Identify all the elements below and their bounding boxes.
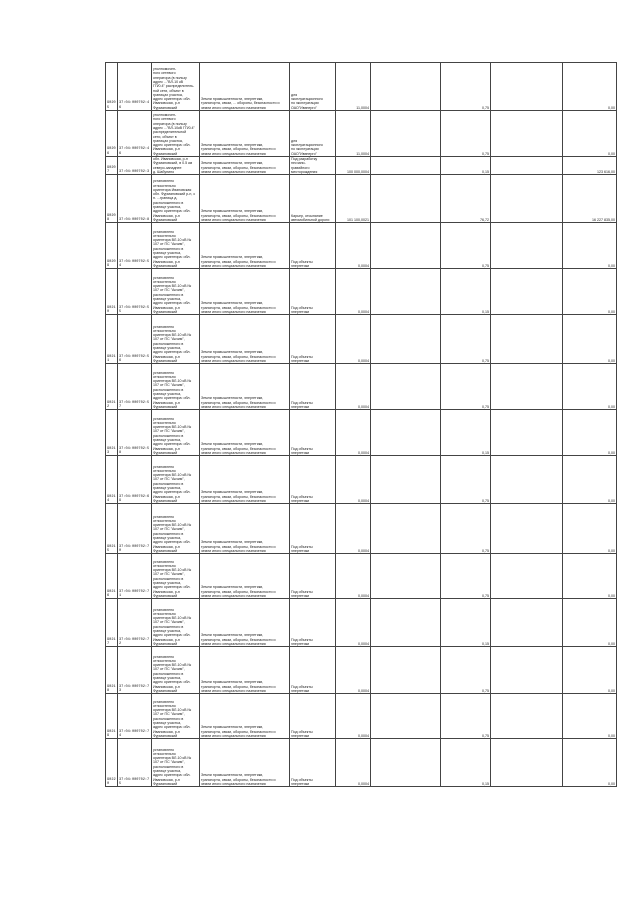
land-category: Земли промышленности, энергетики, транспорта, связи, обороны, безопасности и земли иного специального назначения <box>200 223 290 269</box>
spacer <box>371 410 441 456</box>
cadastral-number: 37:04:000702:46 <box>118 63 152 111</box>
land-category: Земли промышленности, энергетики, транспорта, связи, обороны, безопасности и земли иного специального назначения <box>200 157 290 175</box>
spacer <box>491 223 563 269</box>
rate-value: 0,15 <box>441 599 491 647</box>
rate-value: 0,75 <box>441 315 491 364</box>
row-id: 90206 <box>106 111 118 157</box>
spacer <box>491 647 563 694</box>
tax-value: 0,00 <box>563 269 617 315</box>
permitted-use: Под объекты энергетики <box>290 364 336 410</box>
row-id: 90215 <box>106 504 118 554</box>
tax-value: 0,00 <box>563 410 617 456</box>
spacer <box>491 410 563 456</box>
cadastral-number: 37:04:000702:3 <box>118 157 152 175</box>
cadastral-number: 37:04:000702:74 <box>118 694 152 739</box>
spacer <box>371 694 441 739</box>
area-value: 0,0004 <box>336 456 371 504</box>
table-row <box>106 504 617 554</box>
table-body <box>106 63 617 787</box>
cadastral-number: 37:04:000702:54 <box>118 223 152 269</box>
row-id: 90218 <box>106 647 118 694</box>
cadastral-number: 37:04:000702:8 <box>118 175 152 223</box>
tax-value: 0,00 <box>563 111 617 157</box>
permitted-use: для эксплуатационного по эксплуатации ОАО"Ивэнерго" <box>290 111 336 157</box>
spacer <box>371 315 441 364</box>
row-id: 90214 <box>106 456 118 504</box>
table-row <box>106 175 617 223</box>
row-id: 90211 <box>106 315 118 364</box>
land-category: Земли промышленности, энергетики, транспорта, связи, обороны, безопасности и земли иного специального назначения <box>200 364 290 410</box>
rate-value: 76,72 <box>441 175 491 223</box>
spacer <box>371 647 441 694</box>
location-description: установлено относительно ориентира ВЛ-10 кВ № 107 от ПС "Акчим", расположенного в границе участка, адрес ориентира: обл. Ивановская, р-н Фурмановский <box>152 410 200 456</box>
table-row <box>106 157 617 175</box>
area-value: 0,0004 <box>336 315 371 364</box>
table-row <box>106 111 617 157</box>
row-id: 90219 <box>106 694 118 739</box>
area-value: 0,0004 <box>336 739 371 787</box>
permitted-use: Под объекты энергетики <box>290 410 336 456</box>
table-row <box>106 223 617 269</box>
tax-value: 0,00 <box>563 694 617 739</box>
spacer <box>491 504 563 554</box>
table-row <box>106 554 617 599</box>
permitted-use: Карьер, отсыпание автомобильной дороги <box>290 175 336 223</box>
spacer <box>491 456 563 504</box>
row-id: 90213 <box>106 410 118 456</box>
location-description: уполномочен- ного сетевого оператора (в пользу адрес ..."ВЛ-10кВ ГП/0.4" распределительной сети, объект в границах участка, адрес ориентира: обл. Ивановская, р-н Фурмановский <box>152 111 200 157</box>
spacer <box>491 554 563 599</box>
permitted-use: для эксплуатационного по эксплуатации ОАО"Ивэнерго" <box>290 63 336 111</box>
row-id: 90207 <box>106 157 118 175</box>
tax-value: 0,00 <box>563 599 617 647</box>
location-description: уполномочен- ного сетевого оператора (в пользу адрес ..."ВЛ-10 кВ ГП/0.4" распределитель- ной сети, объект в границах участка, адрес ориентира: обл. Ивановская, р-н Фурмановский <box>152 63 200 111</box>
rate-value: 0,15 <box>441 269 491 315</box>
land-category: Земли промышленности, энергетики, транспорта, связи, обороны, безопасности и земли иного специального назначения <box>200 269 290 315</box>
land-category: Земли промышленности, энергетики, транспорта, связи, обороны, безопасности и земли иного специального назначения <box>200 599 290 647</box>
table-row <box>106 739 617 787</box>
area-value: 0,0004 <box>336 364 371 410</box>
rate-value: 0,75 <box>441 111 491 157</box>
location-description: установлено относительно ориентира ВЛ-10 кВ № 107 от ПС "Акчим", расположенного в границе участка, адрес ориентира: обл. Ивановская, р-н Фурмановский <box>152 504 200 554</box>
spacer <box>371 504 441 554</box>
rate-value: 0,75 <box>441 504 491 554</box>
permitted-use: Под объекты энергетики <box>290 456 336 504</box>
cadastral-number: 37:04:000702:55 <box>118 269 152 315</box>
cadastral-number: 37:04:000702:46 <box>118 111 152 157</box>
area-value: 0,0004 <box>336 554 371 599</box>
spacer <box>491 269 563 315</box>
land-category: Земли промышленности, энергетики, транспорта, связи, обороны, безопасности и земли иного специального назначения <box>200 694 290 739</box>
area-value: 0,0004 <box>336 269 371 315</box>
row-id: 90208 <box>106 175 118 223</box>
permitted-use: Под объекты энергетики <box>290 647 336 694</box>
table-row <box>106 647 617 694</box>
row-id: 90217 <box>106 599 118 647</box>
area-value: 100 000,0004 <box>336 157 371 175</box>
location-description: установлено относительно ориентира ВЛ-10 кВ № 107 от ПС "Акчим", расположенного в границе участка, адрес ориентира: обл. Ивановская, р-н Фурмановский <box>152 694 200 739</box>
cadastral-number: 37:04:000702:57 <box>118 364 152 410</box>
permitted-use: Под объекты энергетики <box>290 315 336 364</box>
tax-value: 0,00 <box>563 456 617 504</box>
row-id: 90212 <box>106 364 118 410</box>
permitted-use: Под объекты энергетики <box>290 694 336 739</box>
area-value: 0,0004 <box>336 504 371 554</box>
row-id: 90220 <box>106 739 118 787</box>
rate-value: 0,15 <box>441 157 491 175</box>
permitted-use: Под объекты энергетики <box>290 599 336 647</box>
spacer <box>491 111 563 157</box>
table-row <box>106 315 617 364</box>
land-category: Земли промышленности, энергетики, транспорта, связи, ... обороны, безопасности и земли иного специального назначения <box>200 63 290 111</box>
rate-value: 0,75 <box>441 63 491 111</box>
land-category: Земли промышленности, энергетики, транспорта, связи, обороны, безопасности и земли иного специального назначения <box>200 504 290 554</box>
location-description: установлено относительно ориентира ВЛ-10 кВ № 107 от ПС "Акчим", расположенного в границе участка, адрес ориентира: обл. Ивановская, р-н Фурмановский <box>152 739 200 787</box>
spacer <box>491 694 563 739</box>
tax-value: 123 616,00 <box>563 157 617 175</box>
location-description: установлено относительно ориентира ВЛ-10 кВ № 107 от ПС "Акчим", расположенного в границе участка, адрес ориентира: обл. Ивановская, р-н Фурмановский <box>152 456 200 504</box>
table-row <box>106 599 617 647</box>
spacer <box>491 63 563 111</box>
row-id: 90205 <box>106 63 118 111</box>
spacer <box>371 157 441 175</box>
area-value: 0,0004 <box>336 410 371 456</box>
table-row <box>106 63 617 111</box>
permitted-use: Под объекты энергетики <box>290 554 336 599</box>
row-id: 90210 <box>106 269 118 315</box>
cadastral-number: 37:04:000702:56 <box>118 315 152 364</box>
spacer <box>371 223 441 269</box>
spacer <box>371 111 441 157</box>
spacer <box>491 315 563 364</box>
spacer <box>371 63 441 111</box>
location-description: установлено относительно ориентира ВЛ-10 кВ № 107 от ПС "Акчим", расположенного в границе участка, адрес ориентира: обл. Ивановская, р-н Фурмановский <box>152 554 200 599</box>
spacer <box>371 456 441 504</box>
area-value: 0,0004 <box>336 647 371 694</box>
rate-value: 0,15 <box>441 739 491 787</box>
rate-value: 0,75 <box>441 647 491 694</box>
spacer <box>371 269 441 315</box>
table-row <box>106 694 617 739</box>
location-description: установлено относительно ориентира ВЛ-10 кВ № 107 от ПС "Акчим", расположенного в границе участка, адрес ориентира: обл. Ивановская, р-н Фурмановский <box>152 647 200 694</box>
rate-value: 0,75 <box>441 456 491 504</box>
land-category: Земли промышленности, энергетики, транспорта, связи, обороны, безопасности и земли иного специального назначения <box>200 111 290 157</box>
table-row <box>106 269 617 315</box>
land-category: Земли промышленности, энергетики, транспорта, связи, обороны, безопасности и земли иного специального назначения <box>200 175 290 223</box>
table-row <box>106 410 617 456</box>
rate-value: 0,15 <box>441 410 491 456</box>
permitted-use: Под объекты энергетики <box>290 269 336 315</box>
land-category: Земли промышленности, энергетики, транспорта, связи, обороны, безопасности и земли иного специального назначения <box>200 554 290 599</box>
tax-value: 0,00 <box>563 223 617 269</box>
area-value: 0,0004 <box>336 599 371 647</box>
area-value: 0,0004 <box>336 223 371 269</box>
location-description: установлено относительно ориентира ВЛ-10 кВ № 107 от ПС "Акчим", расположенного в границе участка, адрес ориентира: обл. Ивановская, р-н Фурмановский <box>152 599 200 647</box>
location-description: установлено относительно ориентира ВЛ-10 кВ № 107 от ПС "Акчим", расположенного в границе участка, адрес ориентира: обл. Ивановская, р-н Фурмановский <box>152 269 200 315</box>
table-row <box>106 456 617 504</box>
tax-value: 0,00 <box>563 554 617 599</box>
spacer <box>371 554 441 599</box>
area-value: 0,0004 <box>336 694 371 739</box>
land-category: Земли промышленности, энергетики, транспорта, связи, обороны, безопасности и земли иного специального назначения <box>200 410 290 456</box>
permitted-use: Под объекты энергетики <box>290 504 336 554</box>
cadastral-number: 37:04:000702:58 <box>118 410 152 456</box>
tax-value: 0,00 <box>563 647 617 694</box>
tax-value: 16 227 835,00 <box>563 175 617 223</box>
permitted-use: Под объекты энергетики <box>290 739 336 787</box>
tax-value: 0,00 <box>563 364 617 410</box>
land-category: Земли промышленности, энергетики, транспорта, связи, обороны, безопасности и земли иного специального назначения <box>200 739 290 787</box>
land-category: Земли промышленности, энергетики, транспорта, связи, обороны, безопасности и земли иного специального назначения <box>200 647 290 694</box>
rate-value: 0,75 <box>441 223 491 269</box>
row-id: 90209 <box>106 223 118 269</box>
rate-value: 0,75 <box>441 694 491 739</box>
tax-value: 0,00 <box>563 315 617 364</box>
land-category: Земли промышленности, энергетики, транспорта, связи, обороны, безопасности и земли иного специального назначения <box>200 456 290 504</box>
spacer <box>371 599 441 647</box>
location-description: установлено относительно ориентира ВЛ-10 кВ № 107 от ПС "Акчим", расположенного в границе участка, адрес ориентира: обл. Ивановская, р-н Фурмановский <box>152 315 200 364</box>
rate-value: 0,75 <box>441 364 491 410</box>
tax-value: 0,00 <box>563 63 617 111</box>
spacer <box>371 739 441 787</box>
spacer <box>491 157 563 175</box>
land-registry-table <box>105 62 617 787</box>
location-description: установлено относительно ориентира ВЛ-10 кВ № 107 от ПС "Акчим", расположенного в границе участка, адрес ориентира: обл. Ивановская, р-н Фурмановский <box>152 364 200 410</box>
permitted-use: Под разработку песчано- гравийного месторождения <box>290 157 336 175</box>
location-description: установлено относительно ориентира ВЛ-10 кВ № 107 от ПС "Акчим", расположенного в границе участка, адрес ориентира: обл. Ивановская, р-н Фурмановский <box>152 223 200 269</box>
tax-value: 0,00 <box>563 739 617 787</box>
cadastral-number: 37:04:000702:71 <box>118 554 152 599</box>
location-description: обл. Ивановская, р-н Фурмановский, в 0.5 км северо-западнее д. Шабунино <box>152 157 200 175</box>
tax-value: 0,00 <box>563 504 617 554</box>
cadastral-number: 37:04:000702:72 <box>118 599 152 647</box>
permitted-use: Под объекты энергетики <box>290 223 336 269</box>
spacer <box>491 739 563 787</box>
table-row <box>106 364 617 410</box>
rate-value: 0,75 <box>441 554 491 599</box>
spacer <box>491 599 563 647</box>
cadastral-number: 37:04:000702:70 <box>118 504 152 554</box>
cadastral-number: 37:04:000702:69 <box>118 456 152 504</box>
spacer <box>371 364 441 410</box>
area-value: 11,0004 <box>336 111 371 157</box>
cadastral-number: 37:04:000702:73 <box>118 647 152 694</box>
location-description: установлено относительно ориентира Ивановская обл. Фурмановский р-н, с п. ...граница д. расположенного в границе участка, адрес ориентира: обл. Ивановская, р-н Фурмановский <box>152 175 200 223</box>
cadastral-number: 37:04:000702:75 <box>118 739 152 787</box>
area-value: 101 100,0021 <box>336 175 371 223</box>
land-category: Земли промышленности, энергетики, транспорта, связи, обороны, безопасности и земли иного специального назначения <box>200 315 290 364</box>
spacer <box>491 364 563 410</box>
spacer <box>491 175 563 223</box>
spacer <box>371 175 441 223</box>
row-id: 90216 <box>106 554 118 599</box>
area-value: 11,0004 <box>336 63 371 111</box>
